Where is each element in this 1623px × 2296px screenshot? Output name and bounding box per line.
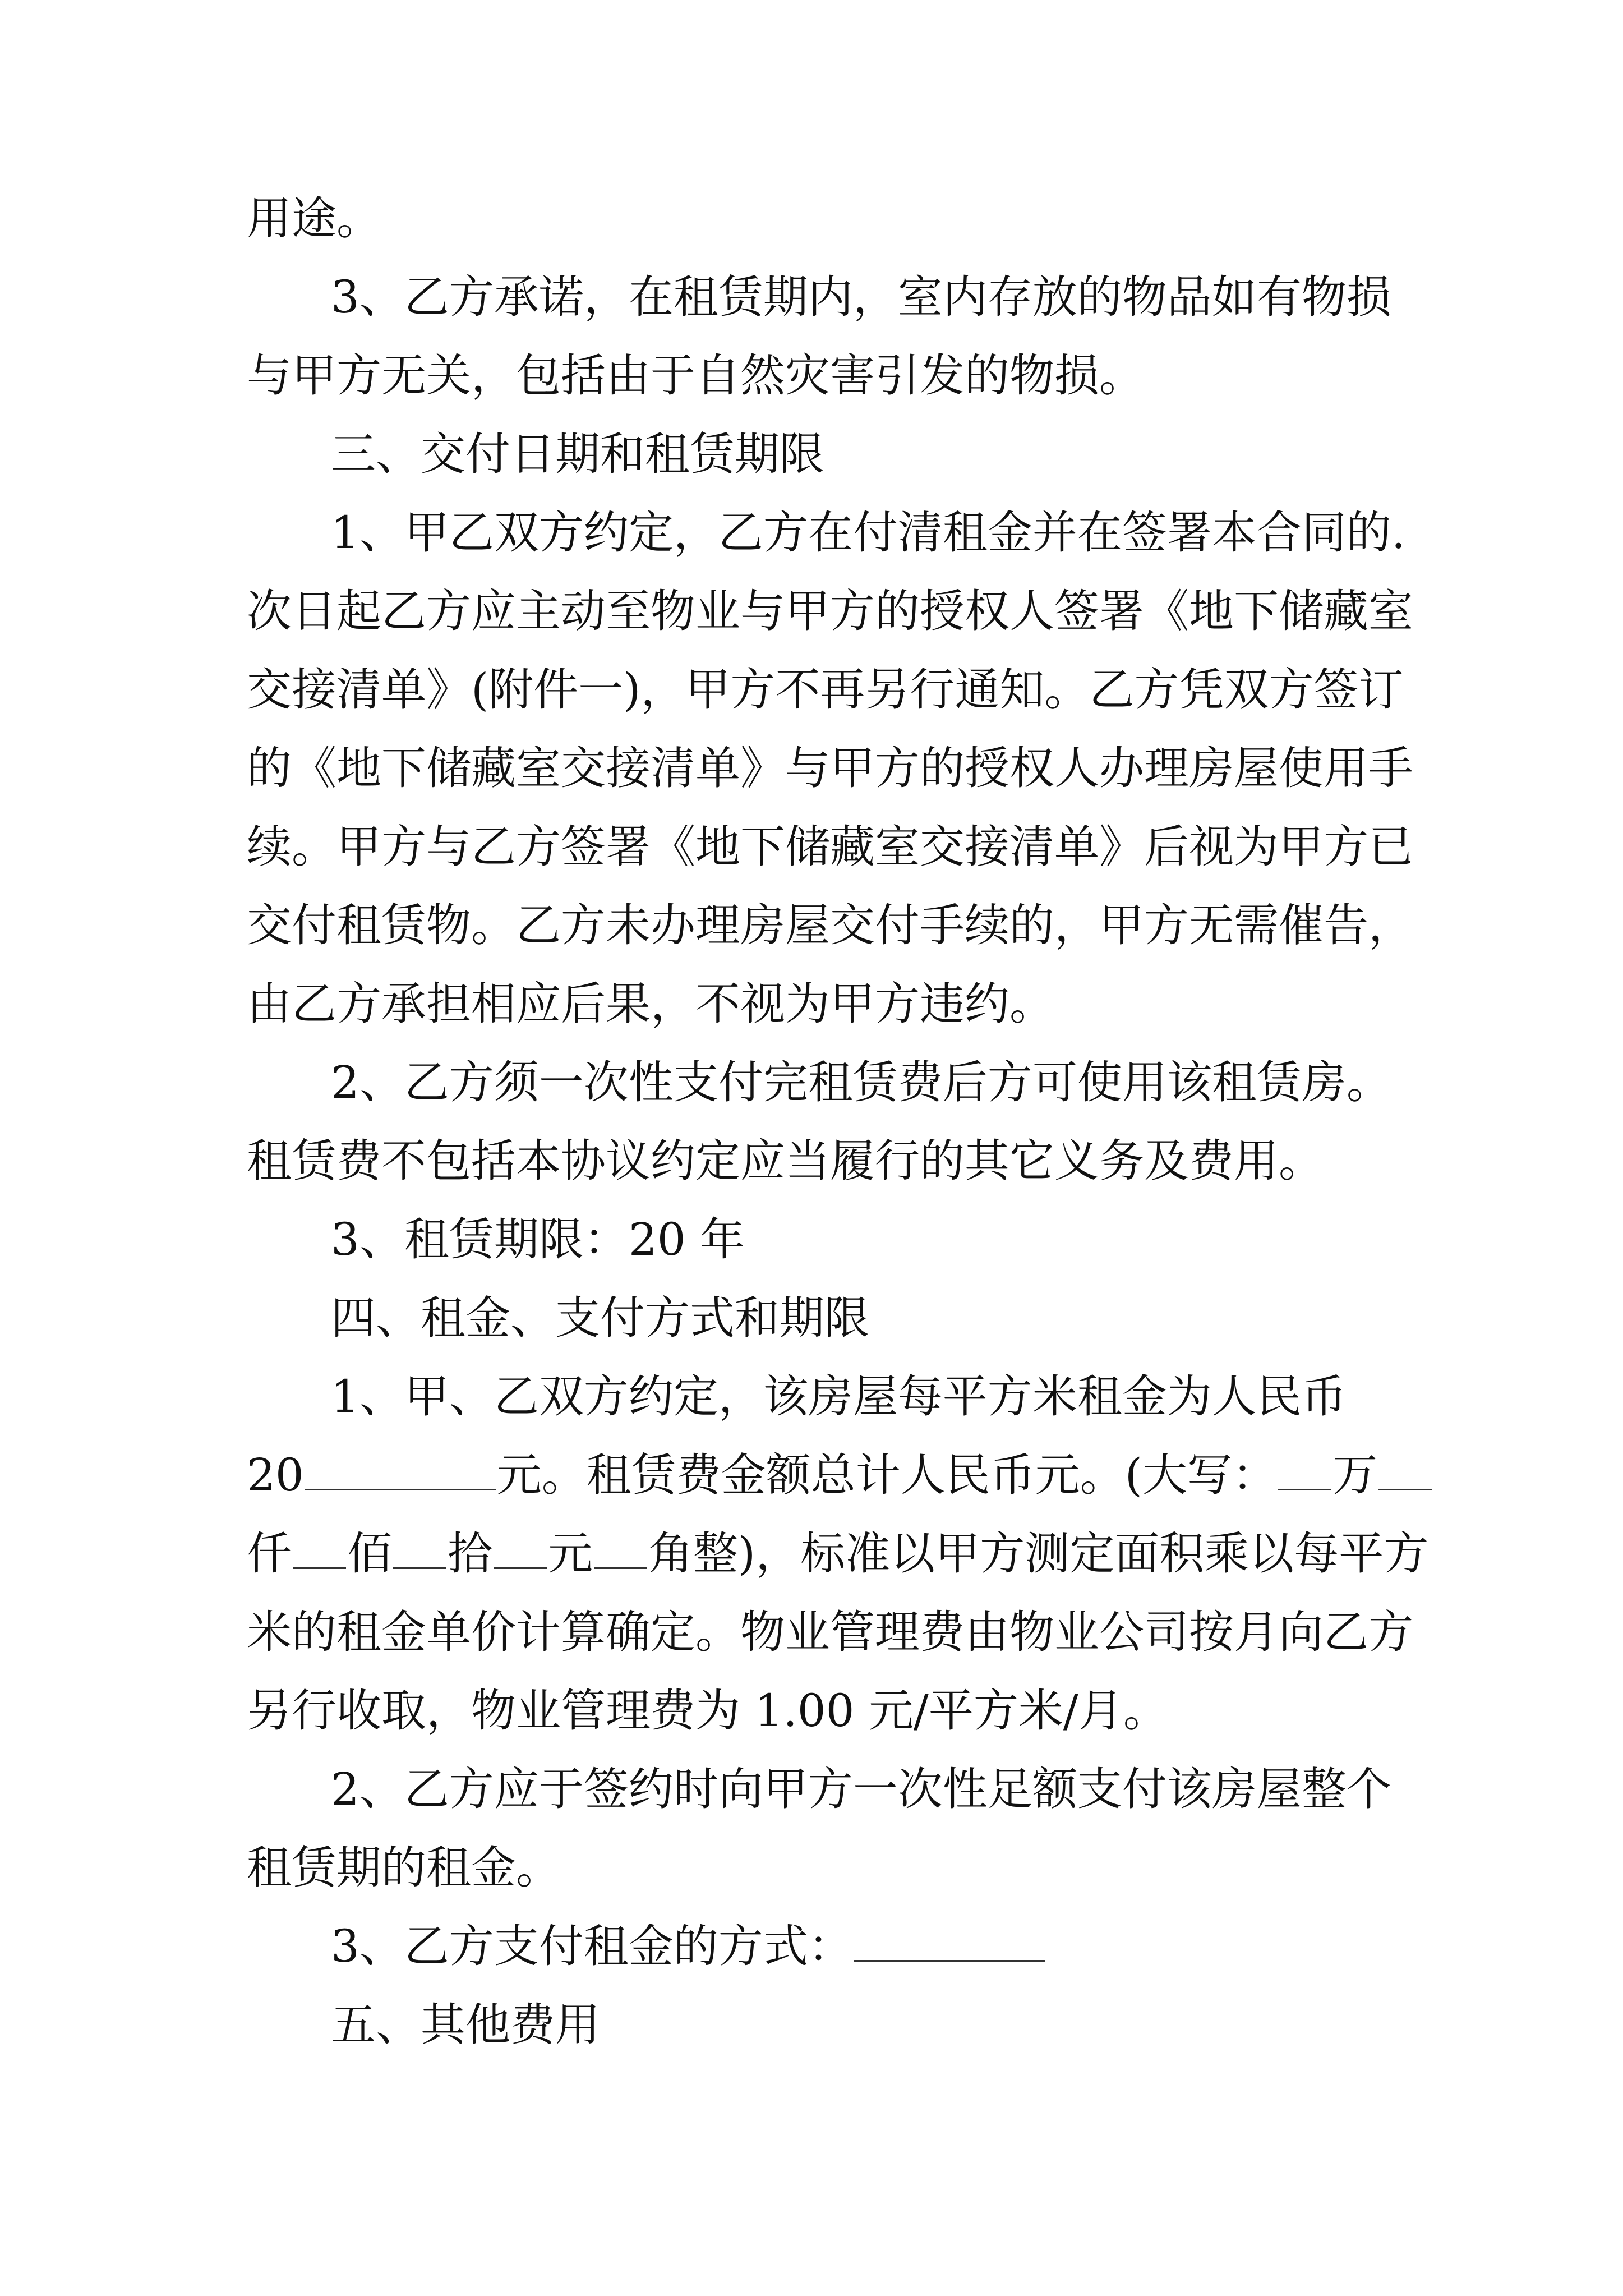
- fill-in-blank: [1378, 1455, 1432, 1490]
- text-line: 交接清单》(附件一)，甲方不再另行通知。乙方凭双方签订: [247, 664, 1404, 716]
- text-fragment: 3、乙方支付租金的方式：: [331, 1920, 853, 1972]
- fill-in-blank: [594, 1534, 647, 1569]
- text-fragment: 佰: [347, 1527, 392, 1580]
- text-line: 租赁期的租金。: [247, 1842, 561, 1894]
- fill-in-blank: [494, 1534, 547, 1569]
- text-line: 用途。: [247, 192, 381, 245]
- text-fragment: 角整)，标准以甲方测定面积乘以每平方: [648, 1527, 1429, 1580]
- text-line: 续。甲方与乙方签署《地下储藏室交接清单》后视为甲方已: [247, 821, 1413, 873]
- text-line: 另行收取，物业管理费为 1.00 元/平方米/月。: [247, 1685, 1168, 1737]
- text-line: 由乙方承担相应后果，不视为甲方违约。: [247, 978, 1054, 1030]
- fill-in-blank: [393, 1534, 446, 1569]
- text-line-with-blanks: [247, 1515, 1428, 1593]
- text-line: 与甲方无关，包括由于自然灾害引发的物损。: [247, 349, 1144, 402]
- section-heading: 五、其他费用: [331, 1999, 600, 2051]
- text-line: 2、乙方须一次性支付完租赁费后方可使用该租赁房。: [331, 1056, 1391, 1108]
- fill-in-blank: [305, 1455, 496, 1490]
- fill-in-blank: [854, 1926, 1045, 1962]
- fill-in-blank: [293, 1534, 346, 1569]
- text-fragment: 元: [548, 1527, 593, 1580]
- section-heading: 三、交付日期和租赁期限: [331, 428, 824, 480]
- text-line: 米的租金单价计算确定。物业管理费由物业公司按月向乙方: [247, 1606, 1413, 1658]
- text-line-with-blanks: [331, 1907, 1046, 1986]
- text-fragment: 拾: [448, 1527, 492, 1580]
- text-line: 交付租赁物。乙方未办理房屋交付手续的，甲方无需催告，: [247, 899, 1413, 951]
- text-line: 次日起乙方应主动至物业与甲方的授权人签署《地下储藏室: [247, 585, 1413, 637]
- section-heading: 四、租金、支付方式和期限: [331, 1292, 869, 1344]
- text-line: 1、甲乙双方约定，乙方在付清租金并在签署本合同的.: [331, 507, 1406, 559]
- text-fragment: 元。租赁费金额总计人民币元。(大写：: [496, 1449, 1278, 1501]
- text-line: 3、租赁期限：20 年: [331, 1213, 745, 1266]
- text-line: 3、乙方承诺，在租赁期内，室内存放的物品如有物损: [331, 271, 1391, 323]
- text-line: 的《地下储藏室交接清单》与甲方的授权人办理房屋使用手: [247, 742, 1413, 794]
- text-line-with-blanks: [247, 1436, 1433, 1515]
- text-line: 1、甲、乙双方约定，该房屋每平方米租金为人民币: [331, 1370, 1347, 1423]
- text-fragment: 万: [1332, 1449, 1378, 1501]
- text-line: 租赁费不包括本协议约定应当履行的其它义务及费用。: [247, 1135, 1324, 1187]
- fill-in-blank: [1278, 1455, 1331, 1490]
- text-line: 2、乙方应于签约时向甲方一次性足额支付该房屋整个: [331, 1763, 1391, 1815]
- text-fragment: 仟: [247, 1527, 292, 1580]
- text-fragment: 20: [247, 1449, 304, 1501]
